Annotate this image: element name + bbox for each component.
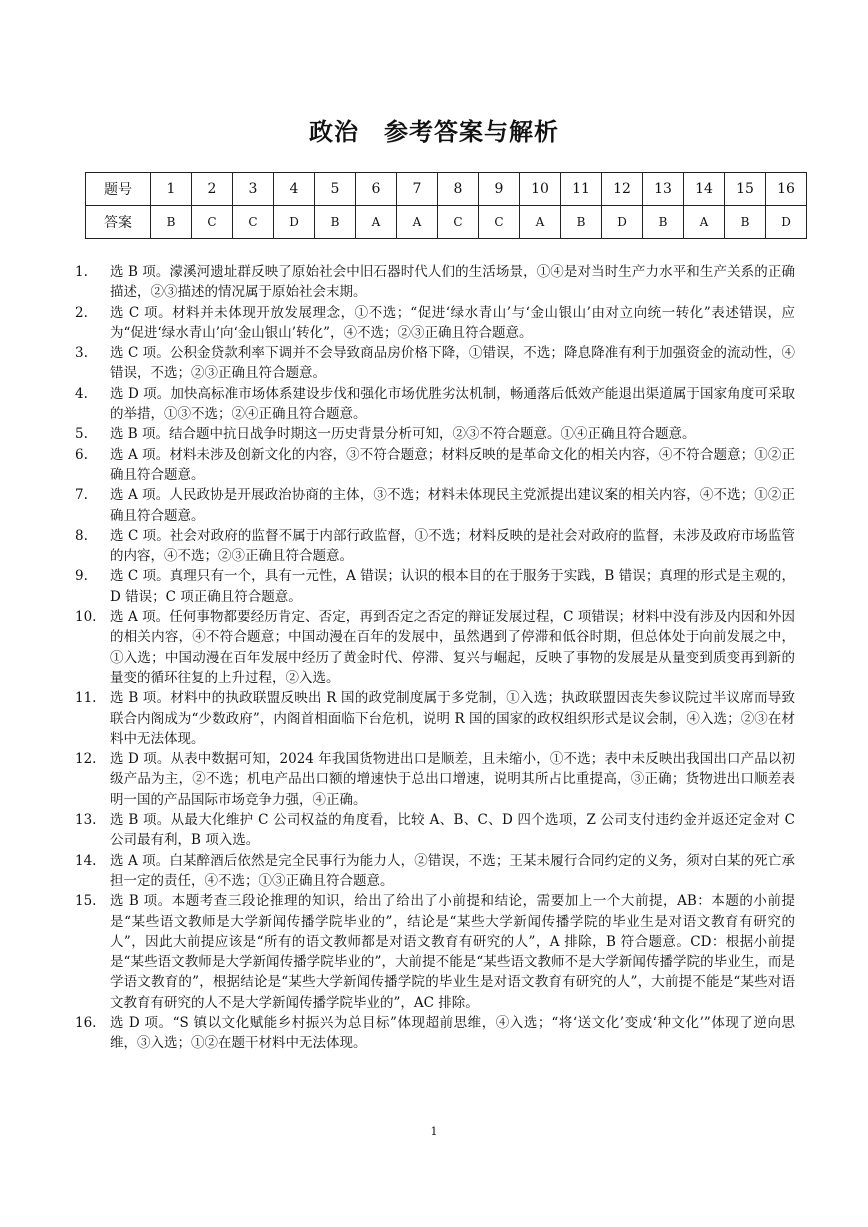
answer-cell: B bbox=[725, 206, 766, 239]
row-header-answer: 答案 bbox=[86, 206, 151, 239]
explanation-text: 选 D 项。加快高标准市场体系建设步伐和强化市场优胜劣汰机制，畅通落后低效产能退出渠道属于国家角度可采取的举措，①③不选；②④正确且符合题意。 bbox=[110, 385, 795, 423]
question-number-cell: 13 bbox=[643, 173, 684, 206]
row-header-question-number: 题号 bbox=[86, 173, 151, 206]
question-number-cell: 5 bbox=[315, 173, 356, 206]
question-number-cell: 1 bbox=[151, 173, 192, 206]
answer-cell: D bbox=[602, 206, 643, 239]
explanation-number: 6. bbox=[75, 446, 88, 463]
answer-cell: C bbox=[438, 206, 479, 239]
answer-cell: B bbox=[315, 206, 356, 239]
question-number-cell: 4 bbox=[274, 173, 315, 206]
explanation-item bbox=[75, 303, 795, 344]
explanation-number: 10. bbox=[75, 609, 97, 626]
explanation-text: 选 C 项。公积金贷款利率下调并不会导致商品房价格下降，①错误，不选；降息降准有利于加强资金的流动性，④错误，不选；②③正确且符合题意。 bbox=[110, 345, 795, 382]
explanation-text: 选 A 项。任何事物都要经历肯定、否定，再到否定之否定的辩证发展过程，C 项错误；材料中没有涉及内因和外因的相关内容，④不符合题意；中国动漫在百年的发展中，虽然遇到了停滞和低谷时期，但总体处于向前发展之中，①入选；中国动漫在百年发展中经历了黄金时代、停滞、复兴与崛起，反映了事物的发展是从量变到质变再到新的量变的循环往复的上升过程，②入选。 bbox=[110, 609, 795, 686]
explanation-text: 选 A 项。白某醉酒后依然是完全民事行为能力人，②错误，不选；王某未履行合同约定的义务，须对白某的死亡承担一定的责任，④不选；①③正确且符合题意。 bbox=[110, 852, 795, 889]
explanation-item bbox=[75, 485, 795, 526]
explanation-item bbox=[75, 851, 795, 892]
question-number-cell: 14 bbox=[684, 173, 725, 206]
explanation-item bbox=[75, 384, 795, 425]
answer-cell: C bbox=[192, 206, 233, 239]
answer-cell: A bbox=[520, 206, 561, 239]
explanation-text: 选 B 项。材料中的执政联盟反映出 R 国的政党制度属于多党制，①入选；执政联盟因丧失参议院过半议席而导致联合内阁成为“少数政府”，内阁首相面临下台危机，说明 R 国的国家的政权组织形式是议会制，④入选；②③在材料中无法体现。 bbox=[110, 690, 795, 747]
explanation-item bbox=[75, 445, 795, 486]
explanation-item bbox=[75, 262, 795, 303]
question-number-cell: 9 bbox=[479, 173, 520, 206]
explanation-number: 1. bbox=[75, 264, 88, 280]
page-title: 政治 参考答案与解析 bbox=[309, 117, 559, 146]
answer-cell: B bbox=[561, 206, 602, 239]
explanation-item bbox=[75, 891, 795, 1013]
answer-cell: A bbox=[684, 206, 725, 239]
question-number-cell: 2 bbox=[192, 173, 233, 206]
explanation-number: 7. bbox=[75, 487, 88, 504]
question-number-cell: 8 bbox=[438, 173, 479, 206]
question-number-cell: 3 bbox=[233, 173, 274, 206]
explanation-number: 4. bbox=[75, 385, 88, 402]
answer-cell: C bbox=[479, 206, 520, 239]
explanation-text: 选 A 项。材料未涉及创新文化的内容，③不符合题意；材料反映的是革命文化的相关内容，④不符合题意；①②正确且符合题意。 bbox=[110, 446, 795, 483]
explanation-item bbox=[75, 810, 795, 851]
explanation-text: 选 C 项。材料并未体现开放发展理念，①不选；“促进‘绿水青山’与‘金山银山’由对立向统一转化”表述错误，应为“促进‘绿水青山’向‘金山银山’转化”，④不选；②③正确且符合题意。 bbox=[110, 304, 795, 341]
explanation-number: 13. bbox=[75, 812, 97, 829]
explanation-text: 选 B 项。结合题中抗日战争时期这一历史背景分析可知，②③不符合题意。①④正确且符合题意。 bbox=[110, 426, 696, 443]
explanation-item bbox=[75, 526, 795, 567]
explanation-text: 选 D 项。从表中数据可知，2024 年我国货物进出口是顺差，且未缩小，①不选；表中未反映出我国出口产品以初级产品为主，②不选；机电产品出口额的增速快于总出口增速，说明其所占比重提高，③正确；货物进出口顺差表明一国的产品国际市场竞争力强，④正确。 bbox=[110, 751, 795, 808]
explanation-number: 2. bbox=[75, 304, 88, 321]
explanation-number: 15. bbox=[75, 893, 97, 910]
answer-table bbox=[85, 172, 807, 239]
question-number-cell: 10 bbox=[520, 173, 561, 206]
answer-cell: D bbox=[766, 206, 807, 239]
explanation-number: 5. bbox=[75, 426, 88, 443]
explanation-item bbox=[75, 1013, 795, 1054]
question-number-cell: 15 bbox=[725, 173, 766, 206]
question-number-row bbox=[86, 173, 807, 206]
explanation-number: 3. bbox=[75, 345, 88, 362]
question-number-cell: 6 bbox=[356, 173, 397, 206]
explanation-item bbox=[75, 607, 795, 688]
explanation-text: 选 B 项。濛溪河遗址群反映了原始社会中旧石器时代人们的生活场景，①④是对当时生产力水平和生产关系的正确描述，②③描述的情况属于原始社会末期。 bbox=[110, 264, 795, 301]
explanation-text: 选 A 项。人民政协是开展政治协商的主体，③不选；材料未体现民主党派提出建议案的相关内容，④不选；①②正确且符合题意。 bbox=[110, 487, 795, 524]
explanation-text: 选 C 项。真理只有一个，具有一元性，A 错误；认识的根本目的在于服务于实践，B 错误；真理的形式是主观的，D 错误；C 项正确且符合题意。 bbox=[110, 568, 795, 605]
explanation-number: 9. bbox=[75, 568, 88, 585]
explanation-text: 选 B 项。从最大化维护 C 公司权益的角度看，比较 A、B、C、D 四个选项，Z 公司支付违约金并返还定金对 C 公司最有利，B 项入选。 bbox=[110, 812, 795, 849]
explanation-number: 16. bbox=[75, 1014, 97, 1031]
question-number-cell: 11 bbox=[561, 173, 602, 206]
answer-cell: D bbox=[274, 206, 315, 239]
explanation-list bbox=[75, 262, 795, 1054]
question-number-cell: 12 bbox=[602, 173, 643, 206]
page-number: 1 bbox=[430, 1125, 438, 1138]
explanation-number: 8. bbox=[75, 527, 88, 544]
explanation-text: 选 B 项。本题考查三段论推理的知识，给出了给出了小前提和结论，需要加上一个大前提，AB：本题的小前提是“某些语文教师是大学新闻传播学院毕业的”，结论是“某些大学新闻传播学院的毕业生是对语文教育有研究的人”，因此大前提应该是“所有的语文教师都是对语文教育有研究的人”，A 排除，B 符合题意。CD：根据小前提是“某些语文教师是大学新闻传播学院毕业的”，大前提不能是“某些语文教师不是大学新闻传播学院的毕业生，而是学语文教育的”，根据结论是“某些大学新闻传播学院的毕业生是对语文教育有研究的人”，大前提不能是“某些对语文教育有研究的人不是大学新闻传播学院毕业的”，AC 排除。 bbox=[110, 893, 795, 1011]
explanation-item bbox=[75, 749, 795, 810]
answer-cell: B bbox=[151, 206, 192, 239]
explanation-number: 11. bbox=[75, 690, 97, 707]
explanation-text: 选 C 项。社会对政府的监督不属于内部行政监督，①不选；材料反映的是社会对政府的监督，未涉及政府市场监管的内容，④不选；②③正确且符合题意。 bbox=[110, 527, 795, 565]
explanation-number: 12. bbox=[75, 751, 97, 768]
explanation-item bbox=[75, 688, 795, 749]
question-number-cell: 16 bbox=[766, 173, 807, 206]
answer-cell: C bbox=[233, 206, 274, 239]
explanation-item bbox=[75, 343, 795, 384]
answer-row bbox=[86, 206, 807, 239]
explanation-item bbox=[75, 424, 795, 444]
answer-cell: B bbox=[643, 206, 684, 239]
answer-cell: A bbox=[397, 206, 438, 239]
explanation-text: 选 D 项。“S 镇以文化赋能乡村振兴为总目标”体现超前思维，④入选；“将‘送文化’变成‘种文化’”体现了逆向思维，③入选；①②在题干材料中无法体现。 bbox=[110, 1014, 795, 1052]
explanation-item bbox=[75, 566, 795, 607]
explanation-number: 14. bbox=[75, 852, 97, 869]
answer-cell: A bbox=[356, 206, 397, 239]
question-number-cell: 7 bbox=[397, 173, 438, 206]
